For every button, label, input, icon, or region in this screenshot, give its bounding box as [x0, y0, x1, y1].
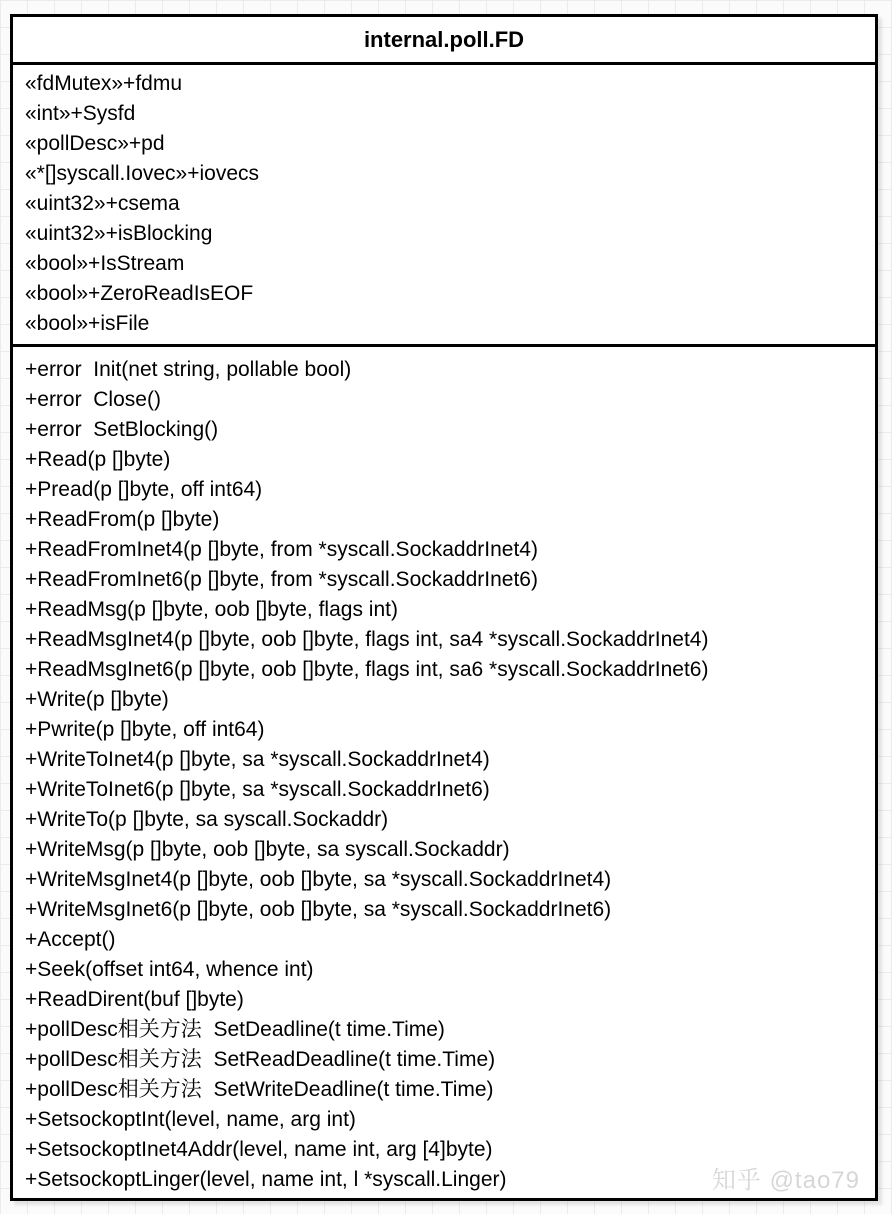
method-row: +Write(p []byte) — [25, 688, 169, 711]
method-row: +WriteToInet6(p []byte, sa *syscall.SockaddrInet6) — [25, 778, 490, 801]
field-row: «*[]syscall.Iovec»+iovecs — [25, 162, 260, 185]
method-row: +WriteMsgInet4(p []byte, oob []byte, sa *syscall.SockaddrInet4) — [25, 868, 612, 891]
watermark: 知乎 @tao79 — [711, 1167, 860, 1194]
method-row: +error Close() — [25, 388, 161, 411]
method-row: +ReadMsg(p []byte, oob []byte, flags int) — [25, 598, 398, 621]
method-row: +Seek(offset int64, whence int) — [25, 958, 314, 981]
method-row: +WriteTo(p []byte, sa syscall.Sockaddr) — [25, 808, 389, 831]
method-row: +ReadFromInet4(p []byte, from *syscall.SockaddrInet4) — [25, 538, 538, 561]
method-row: +WriteMsg(p []byte, oob []byte, sa syscall.Sockaddr) — [25, 838, 510, 861]
method-row: +error SetBlocking() — [25, 418, 219, 441]
method-row: +ReadMsgInet4(p []byte, oob []byte, flags int, sa4 *syscall.SockaddrInet4) — [25, 628, 709, 651]
method-row: +WriteMsgInet6(p []byte, oob []byte, sa *syscall.SockaddrInet6) — [25, 898, 612, 921]
field-row: «uint32»+isBlocking — [25, 222, 213, 245]
method-row: +Accept() — [25, 928, 116, 951]
field-row: «bool»+IsStream — [25, 252, 185, 275]
methods-section — [13, 347, 875, 1198]
field-row: «fdMutex»+fdmu — [25, 72, 183, 95]
method-row: +WriteToInet4(p []byte, sa *syscall.SockaddrInet4) — [25, 748, 490, 771]
class-title: internal.poll.FD — [13, 17, 875, 65]
method-row: +SetsockoptInet4Addr(level, name int, arg [4]byte) — [25, 1138, 493, 1161]
method-row: +SetsockoptInt(level, name, arg int) — [25, 1108, 356, 1131]
field-row: «uint32»+csema — [25, 192, 180, 215]
uml-class-box — [10, 14, 878, 1201]
method-row: +ReadFrom(p []byte) — [25, 508, 220, 531]
fields-section — [13, 65, 875, 347]
method-row: +pollDesc相关方法 SetWriteDeadline(t time.Time) — [25, 1078, 494, 1101]
method-row: +Pread(p []byte, off int64) — [25, 478, 263, 501]
field-row: «bool»+isFile — [25, 312, 150, 335]
method-row: +error Init(net string, pollable bool) — [25, 358, 352, 381]
method-row: +ReadMsgInet6(p []byte, oob []byte, flags int, sa6 *syscall.SockaddrInet6) — [25, 658, 709, 681]
method-row: +SetsockoptLinger(level, name int, l *syscall.Linger) — [25, 1168, 507, 1191]
field-row: «bool»+ZeroReadIsEOF — [25, 282, 254, 305]
method-row: +pollDesc相关方法 SetReadDeadline(t time.Time) — [25, 1048, 496, 1071]
field-row: «int»+Sysfd — [25, 102, 136, 125]
method-row: +pollDesc相关方法 SetDeadline(t time.Time) — [25, 1018, 445, 1041]
method-row: +ReadFromInet6(p []byte, from *syscall.SockaddrInet6) — [25, 568, 538, 591]
method-row: +ReadDirent(buf []byte) — [25, 988, 244, 1011]
field-row: «pollDesc»+pd — [25, 132, 165, 155]
method-row: +Pwrite(p []byte, off int64) — [25, 718, 265, 741]
method-row: +Read(p []byte) — [25, 448, 171, 471]
